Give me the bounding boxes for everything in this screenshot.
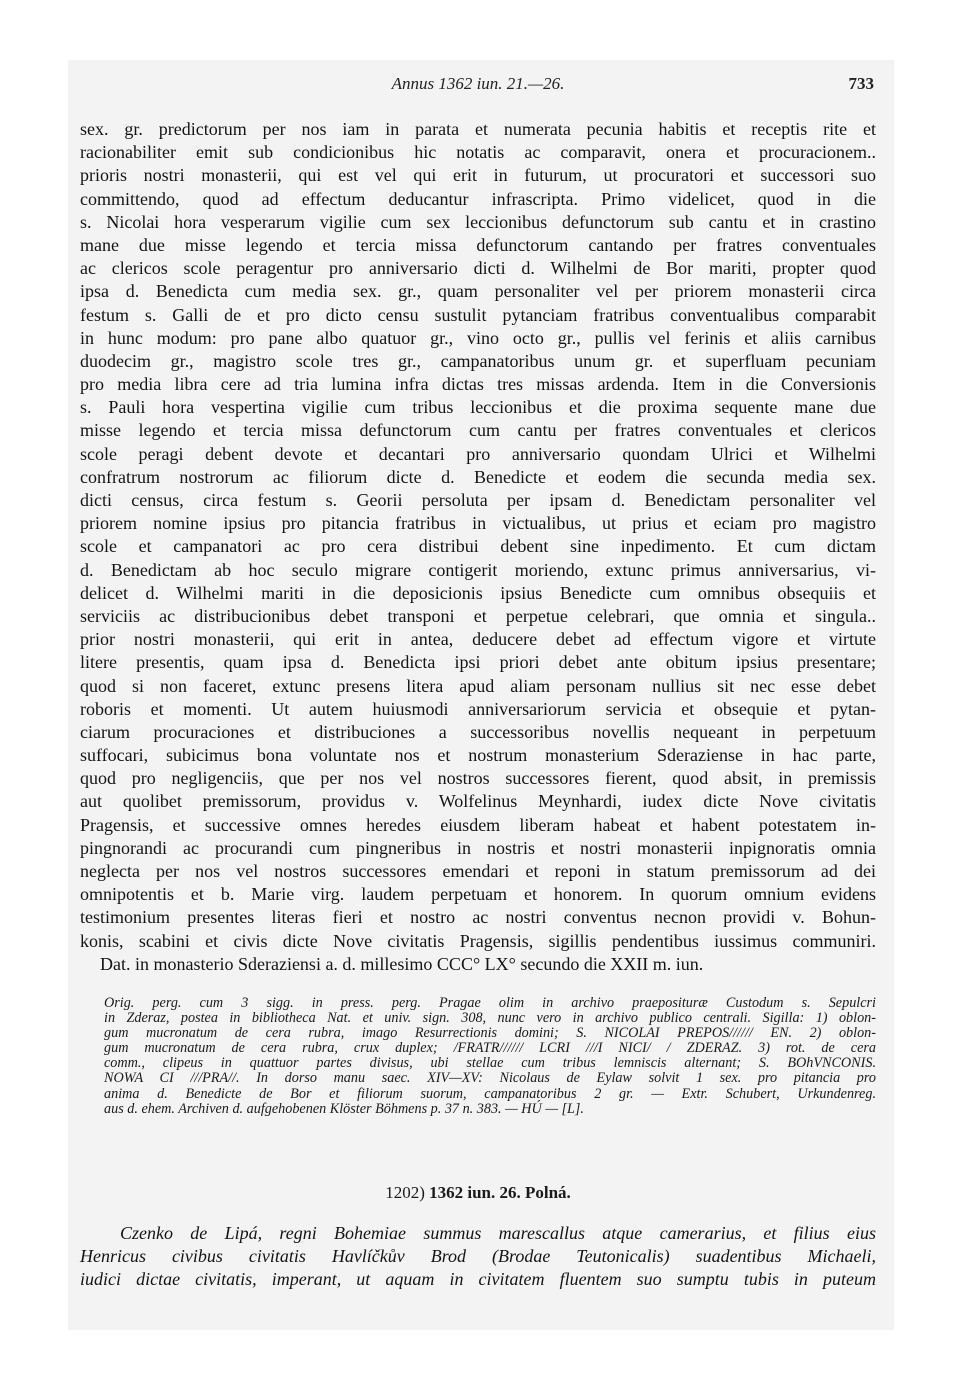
text-line: ipsa d. Benedicta cum media sex. gr., quam personaliter vel per priorem monasterii circa — [80, 281, 876, 302]
note-line: Orig. perg. cum 3 sigg. in press. perg. Pragae olim in archivo praeposituræ Custodum s. Sepulcri — [104, 995, 876, 1011]
regest-line: iudici dictae civitatis, imperant, ut aquam in civitatem fluentem suo sumptu tubis in puteum — [80, 1269, 876, 1290]
page-number: 733 — [848, 74, 874, 93]
text-line: scole et campanatori ac pro cera distribui debent sine inpedimento. Et cum dictam — [80, 536, 876, 557]
note-line: NOWA CI ///PRA//. In dorso manu saec. XIV—XV: Nicolaus de Eylaw solvit 1 sex. pro pitancia pro — [104, 1070, 876, 1087]
text-line: confratrum nostrorum ac filiorum dicte d. Benedicte et eodem die secunda media sex. — [80, 466, 876, 487]
text-line: mane due misse legendo et tercia missa defunctorum cantando per fratres conventuales — [80, 234, 876, 255]
regest-line: Henricus civibus civitatis Havlíčkův Brod (Brodae Teutonicalis) suadentibus Michaeli, — [80, 1246, 876, 1267]
text-line: prior nostri monasterii, qui erit in antea, deducere debet ad effectum vigore et virtute — [80, 629, 876, 650]
text-line: omnipotentis et b. Marie virg. laudem perpetuam et honorem. In quorum omnium evidens — [80, 884, 876, 905]
text-line: quod si non faceret, extunc presens litera apud aliam personam nullius sit nec esse debet — [80, 675, 876, 696]
text-line: duodecim gr., magistro scole tres gr., campanatoribus unum gr. et superfluam pecuniam — [80, 350, 876, 371]
note-line: comm., clipeus in quattuor partes divisus, ubi stellae cum tribus lemniscis alternant; S. BOhVNCONIS. — [104, 1055, 876, 1072]
running-title: Annus 1362 iun. 21.—26. — [391, 74, 565, 93]
text-line: delicet d. Wilhelmi mariti in die deposicionis ipsius Benedicte cum omnibus obsequiis et — [80, 582, 876, 603]
text-line: priorem nomine ipsius pro pitancia fratribus in victualibus, ut prius et eciam pro magistro — [80, 513, 876, 534]
text-line: aut quolibet premissorum, providus v. Wolfelinus Meynhardi, iudex dicte Nove civitatis — [80, 791, 876, 812]
text-line: prioris nostri monasterii, qui est vel qui erit in futurum, ut procuratori et successori suo — [80, 165, 876, 186]
document-date-place: 1362 iun. 26. Polná. — [429, 1183, 571, 1202]
text-line: racionabiliter emit sub condicionibus hic notatis ac comparavit, onera et procuracionem.. — [80, 142, 876, 163]
note-line: gum mucronatum de cera rubra, imago Resurrectionis domini; S. NICOLAI PREPOS////// EN. 2) oblon- — [104, 1025, 876, 1042]
text-line: serviciis ac distribucionibus debet transponi et perpetue celebrari, que omnia et singula.. — [80, 605, 876, 626]
note-line: aus d. ehem. Archiven d. aufgehobenen Klöster Böhmens p. 37 n. 383. — HÚ — [L]. — [104, 1100, 584, 1117]
text-line: pro media libra cere ad tria lumina infra dictas tres missas ardenda. Item in die Conversionis — [80, 374, 876, 395]
regest-summary — [80, 1222, 876, 1292]
text-line: d. Benedictam ab hoc seculo migrare contigerit moriendo, extunc primus anniversarius, vi- — [80, 559, 876, 580]
text-line: quod pro negligenciis, que per nos vel nostros successores fierent, quod absit, in premissis — [80, 768, 876, 789]
text-line: misse legendo et tercia missa defunctorum cum cantu per fratres conventuales et clericos — [80, 420, 876, 441]
text-line: suffocari, subicimus bona voluntate nos et nostrum monasterium Sderaziense in hac parte, — [80, 745, 876, 766]
document-number: 1202) — [385, 1183, 425, 1202]
note-line: gum mucronatum de cera rubra, crux duplex; /FRATR////// LCRI ///I NICI/ / ZDERAZ. 3) rot. de cera — [104, 1040, 876, 1057]
text-line: litere presentis, quam ipsa d. Benedicta ipsi priori debet ante obitum ipsius presentare; — [80, 652, 876, 673]
text-line: in hunc modum: pro pane albo quatuor gr., vino octo gr., pullis vel ferinis et aliis carnibus — [80, 327, 876, 348]
text-line: ciarum procuraciones et distribuciones a successoribus novellis nequeant in perpetuum — [80, 721, 876, 742]
running-head — [80, 70, 876, 98]
text-line: festum s. Galli de et pro dicto censu sustulit pytanciam fratribus conventualibus comparabit — [80, 304, 876, 325]
text-line: dicti census, circa festum s. Georii persoluta per ipsam d. Benedictam personaliter vel — [80, 490, 876, 510]
text-line: Pragensis, et successive omnes heredes eiusdem liberam habeat et habent potestatem in- — [80, 814, 876, 835]
text-line: Dat. in monasterio Sderaziensi a. d. millesimo CCC° LX° secundo die XXII m. iun. — [100, 953, 704, 974]
text-line: pingnorandi ac procurandi cum pingneribus in nostris et nostri monasterii inpignoratis omnia — [80, 837, 876, 858]
text-line: ac clericos scole peragentur pro anniversario dicti d. Wilhelmi de Bor mariti, propter quod — [80, 258, 876, 279]
text-line: neglecta per nos vel nostros successores emendari et reponi in statum premissorum ad dei — [80, 861, 876, 881]
text-line: sex. gr. predictorum per nos iam in parata et numerata pecunia habitis et receptis rite et — [80, 119, 876, 139]
text-line: s. Nicolai hora vesperarum vigilie cum sex leccionibus defunctorum sub cantu et in crastino — [80, 211, 876, 232]
note-line: in Zderaz, postea in bibliotheca Nat. et univ. sign. 308, nunc vero in archivo publico centrali. Sigilla: 1) oblon- — [104, 1010, 876, 1027]
text-line: scole peragi debent devote et decantari pro anniversario quondam Ulrici et Wilhelmi — [80, 443, 876, 464]
text-line: committendo, quod ad effectum deducantur infrascripta. Primo videlicet, quod in die — [80, 188, 876, 209]
text-line: konis, scabini et civis dicte Nove civitatis Pragensis, sigillis pendentibus iussimus communiri. — [80, 930, 876, 951]
text-line: roboris et momenti. Ut autem huiusmodi anniversariorum servicia et obsequie et pytan- — [80, 698, 876, 719]
document-heading — [80, 1183, 876, 1203]
note-line: anima d. Benedicte de Bor et filiorum suorum, campanatoribus 2 gr. — Extr. Schubert, Urkundenreg. — [104, 1085, 876, 1102]
text-line: s. Pauli hora vespertina vigilie cum tribus leccionibus et die proxima sequente mane due — [80, 397, 876, 418]
regest-line: Czenko de Lipá, regni Bohemiae summus marescallus atque camerarius, et filius eius — [120, 1223, 876, 1243]
charter-text — [80, 118, 876, 976]
text-line: testimonium presentes literas fieri et nostro ac nostri conventus necnon providi v. Bohun- — [80, 907, 876, 928]
editorial-notes — [104, 996, 876, 1117]
